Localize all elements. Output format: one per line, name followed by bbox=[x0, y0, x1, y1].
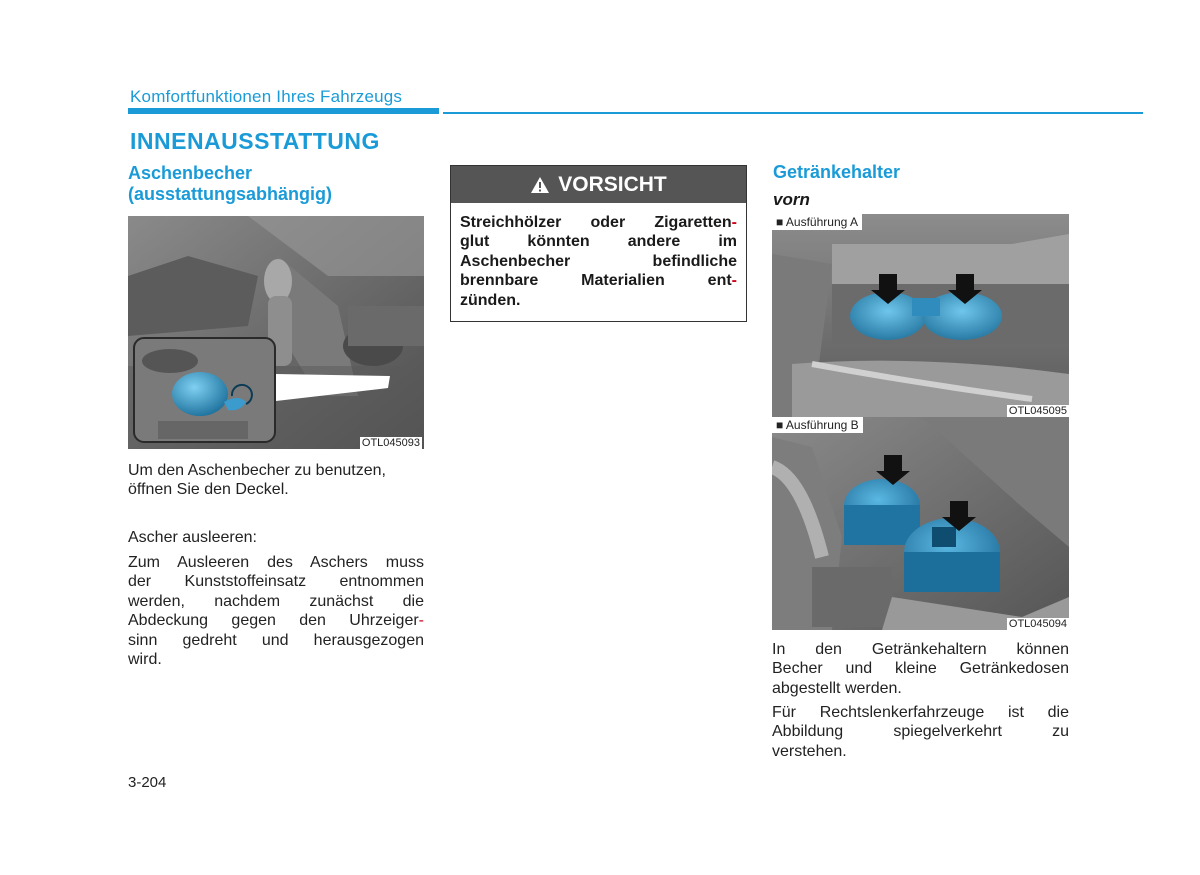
text-line: verstehen. bbox=[772, 742, 847, 760]
text-line: zünden. bbox=[460, 291, 521, 309]
text-segment: Abdeckung gegen den Uhrzeiger- bbox=[128, 612, 424, 630]
caution-box bbox=[450, 165, 747, 322]
text-line: wird. bbox=[128, 651, 162, 669]
chapter-header: Komfortfunktionen Ihres Fahrzeugs bbox=[130, 87, 403, 106]
text-line: abgestellt werden. bbox=[772, 679, 902, 697]
text-line: der Kunststoffeinsatz entnommen bbox=[128, 573, 424, 591]
cupholder-a-illustration bbox=[772, 214, 1069, 417]
header-rule-thin bbox=[443, 112, 1143, 114]
cupholder-para2 bbox=[772, 703, 1069, 761]
text-line: Streichhölzer oder Zigaretten- bbox=[460, 214, 737, 231]
ashtray-figure bbox=[128, 216, 424, 449]
ashtray-para1 bbox=[128, 461, 424, 500]
variant-b-text: Ausführung B bbox=[785, 418, 859, 432]
variant-a-label: ■ Ausführung A bbox=[772, 214, 862, 230]
warning-triangle-icon bbox=[530, 176, 550, 194]
text-line: Um den Aschenbecher zu benutzen, bbox=[128, 462, 386, 479]
ashtray-para2-title: Ascher ausleeren: bbox=[128, 529, 257, 546]
text-line: In den Getränkehaltern können bbox=[772, 641, 1069, 658]
ashtray-illustration bbox=[128, 216, 424, 449]
text-line: Becher und kleine Getränkedosen bbox=[772, 660, 1069, 678]
ashtray-para3 bbox=[128, 553, 424, 669]
ashtray-heading-line1: Aschenbecher bbox=[128, 163, 253, 183]
hyphen-mark: - bbox=[731, 214, 737, 231]
text-line: brennbare Materialien ent- bbox=[460, 272, 737, 290]
cupholder-figure-b bbox=[772, 417, 1069, 630]
page-number: 3-204 bbox=[128, 774, 167, 791]
text-line: werden, nachdem zunächst die bbox=[128, 592, 424, 610]
ashtray-figure-code: OTL045093 bbox=[361, 437, 420, 449]
ashtray-heading-line2: (ausstattungsabhängig) bbox=[128, 184, 333, 204]
cupholder-b-illustration bbox=[772, 417, 1069, 630]
variant-b-label: ■ Ausführung B bbox=[772, 417, 863, 433]
section-title: INNENAUSSTATTUNG bbox=[130, 128, 380, 154]
text-line: Zum Ausleeren des Aschers muss bbox=[128, 554, 424, 571]
text-line: Aschenbecher befindliche bbox=[460, 252, 737, 270]
text-line: sinn gedreht und herausgezogen bbox=[128, 631, 424, 649]
hyphen-mark: - bbox=[731, 272, 737, 290]
figure-b-code: OTL045094 bbox=[1008, 618, 1067, 630]
cupholder-subheading: vorn bbox=[773, 190, 810, 209]
header-rule-thick bbox=[128, 108, 439, 114]
hyphen-mark: - bbox=[418, 612, 424, 630]
caution-title: VORSICHT bbox=[558, 172, 667, 196]
text-line: glut könnten andere im bbox=[460, 233, 737, 251]
variant-a-text: Ausführung A bbox=[785, 215, 858, 229]
caution-header bbox=[451, 166, 746, 203]
cupholder-heading: Getränkehalter bbox=[773, 162, 901, 182]
text-line bbox=[128, 611, 424, 630]
cupholder-figure-a bbox=[772, 214, 1069, 417]
text-line: Für Rechtslenkerfahrzeuge ist die bbox=[772, 704, 1069, 721]
text-line: öffnen Sie den Deckel. bbox=[128, 481, 289, 499]
ashtray-heading bbox=[128, 163, 332, 205]
figure-a-code: OTL045095 bbox=[1008, 405, 1067, 417]
text-line: Abbildung spiegelverkehrt zu bbox=[772, 723, 1069, 741]
cupholder-para1 bbox=[772, 640, 1069, 698]
caution-text bbox=[451, 203, 746, 310]
